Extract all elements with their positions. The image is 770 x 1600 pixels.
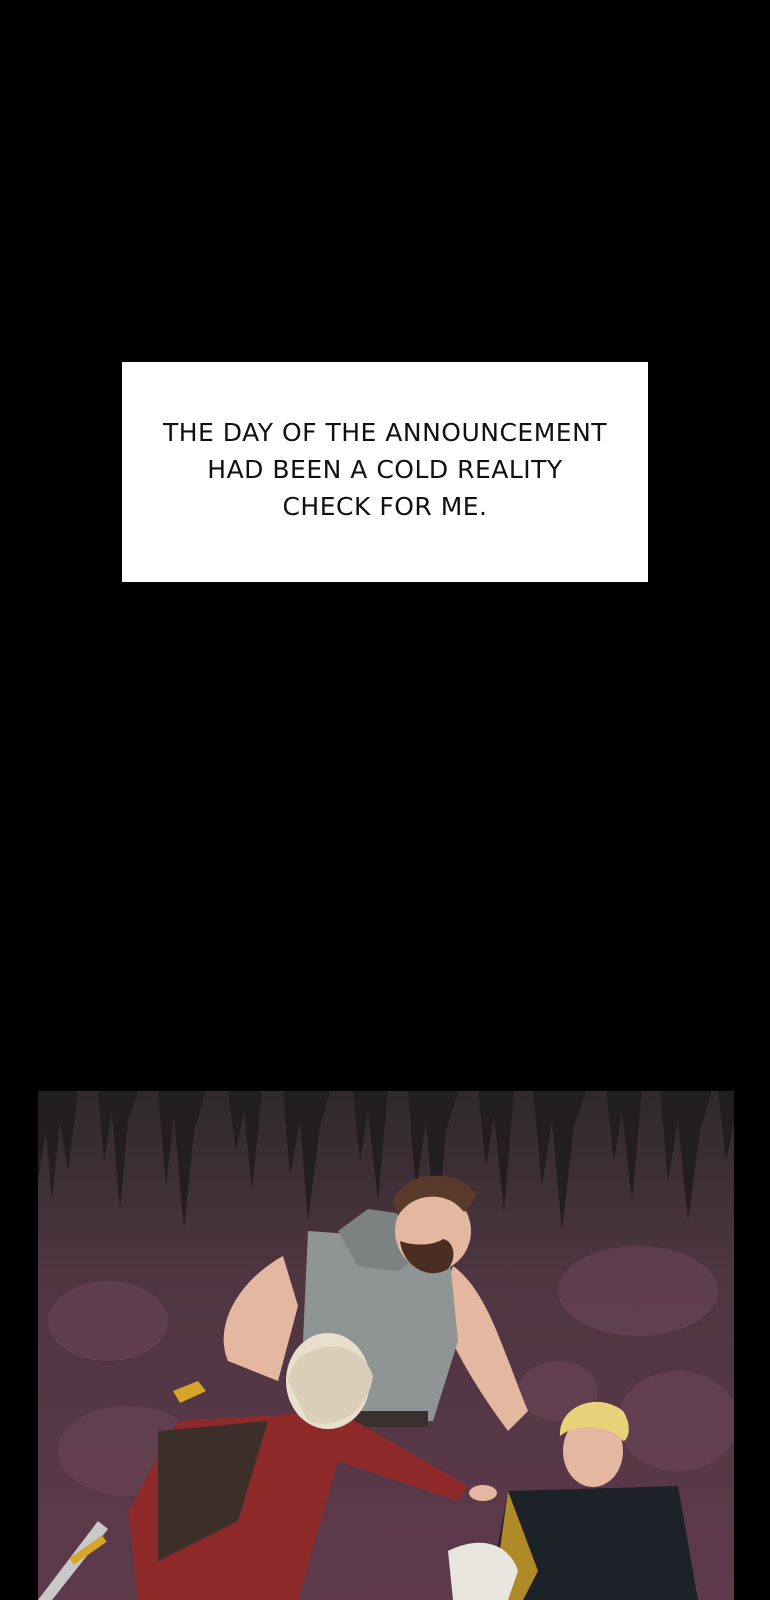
narration-line-2: HAD BEEN A COLD REALITY	[207, 454, 563, 484]
narration-caption-box	[122, 362, 648, 582]
narration-line-1: THE DAY OF THE ANNOUNCEMENT	[162, 417, 608, 447]
cave-scene-illustration	[38, 1091, 734, 1600]
comic-panel-cave-scene	[38, 1091, 734, 1600]
narration-line-3: CHECK FOR ME.	[282, 491, 488, 521]
